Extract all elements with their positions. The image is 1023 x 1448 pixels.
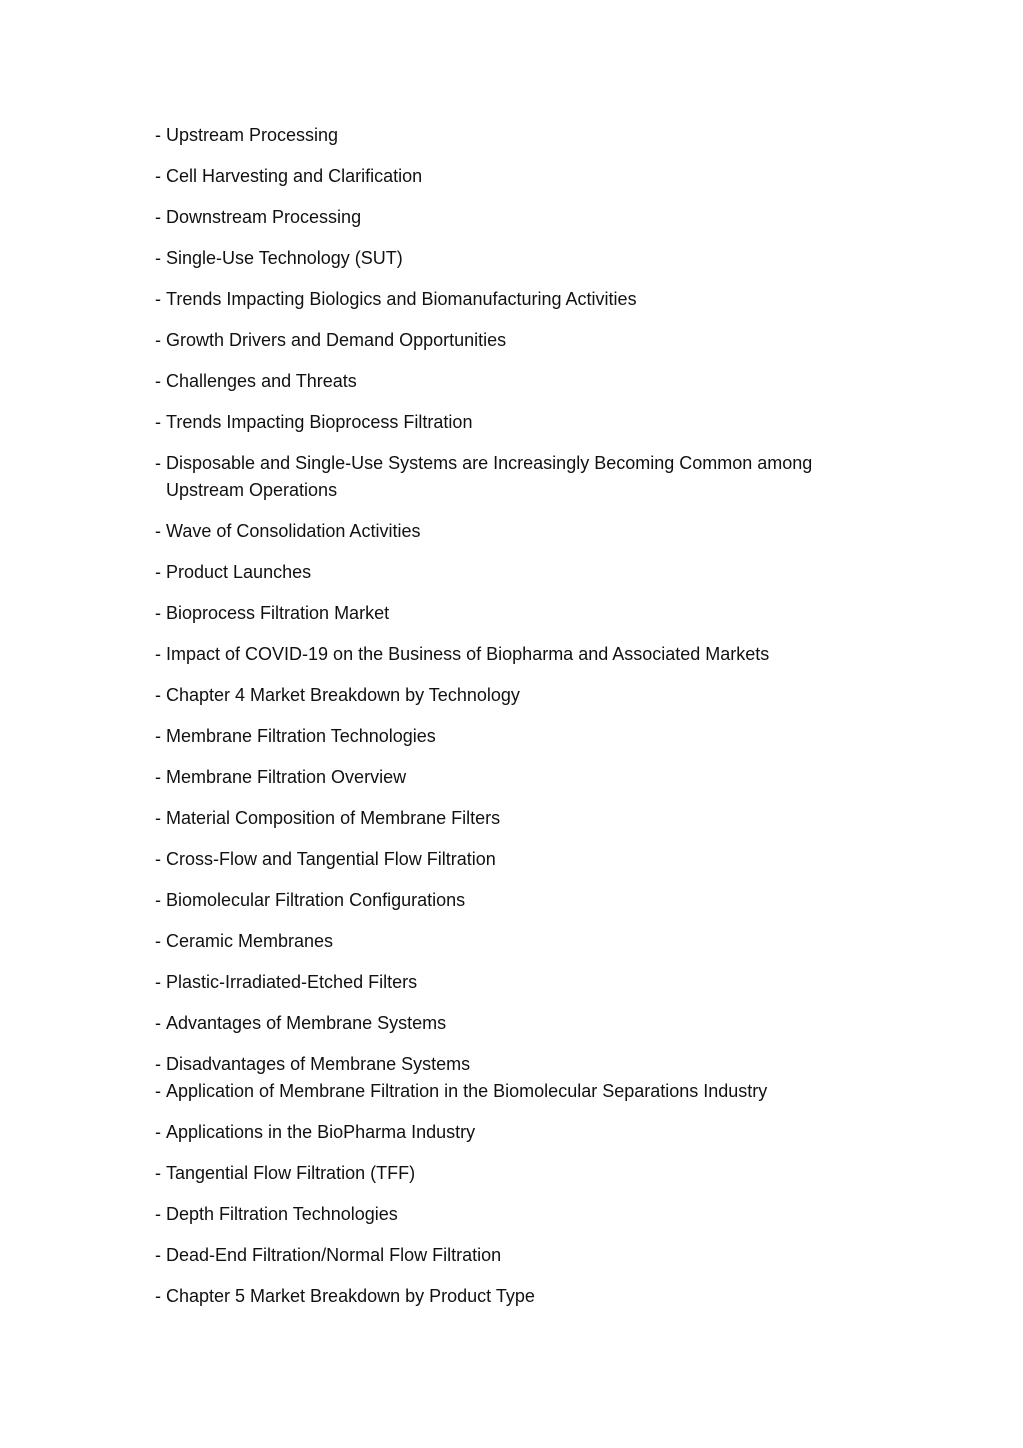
list-item xyxy=(155,163,855,190)
dash-bullet: - xyxy=(155,1204,161,1224)
list-item xyxy=(155,764,855,791)
dash-bullet: - xyxy=(155,330,161,350)
dash-bullet: - xyxy=(155,289,161,309)
item-text: Membrane Filtration Overview xyxy=(166,767,407,787)
dash-bullet: - xyxy=(155,166,161,186)
list-item xyxy=(155,928,855,955)
list-item xyxy=(155,559,855,586)
item-text: Trends Impacting Biologics and Biomanufacturing Activities xyxy=(166,289,637,309)
list-item xyxy=(155,122,855,149)
item-text: Growth Drivers and Demand Opportunities xyxy=(166,330,507,350)
dash-bullet: - xyxy=(155,371,161,391)
list-item xyxy=(155,1119,855,1146)
item-text: Trends Impacting Bioprocess Filtration xyxy=(166,412,473,432)
item-text: Chapter 4 Market Breakdown by Technology xyxy=(166,685,520,705)
dash-bullet: - xyxy=(155,972,161,992)
list-item xyxy=(155,1010,855,1037)
item-text: Advantages of Membrane Systems xyxy=(166,1013,447,1033)
dash-bullet: - xyxy=(155,726,161,746)
list-item xyxy=(155,286,855,313)
list-item xyxy=(155,1160,855,1187)
dash-bullet: - xyxy=(155,1286,161,1306)
list-item xyxy=(155,368,855,395)
dash-bullet: - xyxy=(155,412,161,432)
item-text: Impact of COVID-19 on the Business of Biopharma and Associated Markets xyxy=(166,644,770,664)
dash-bullet: - xyxy=(155,767,161,787)
list-item xyxy=(155,1051,855,1078)
dash-bullet: - xyxy=(155,1054,161,1074)
item-text: Biomolecular Filtration Configurations xyxy=(166,890,466,910)
list-item xyxy=(155,682,855,709)
dash-bullet: - xyxy=(155,248,161,268)
item-text: Disposable and Single-Use Systems are Increasingly Becoming Common among Upstream Operations xyxy=(166,453,813,500)
item-text: Product Launches xyxy=(166,562,312,582)
item-text: Dead-End Filtration/Normal Flow Filtration xyxy=(166,1245,502,1265)
list-item xyxy=(155,846,855,873)
item-text: Ceramic Membranes xyxy=(166,931,334,951)
dash-bullet: - xyxy=(155,644,161,664)
dash-bullet: - xyxy=(155,1245,161,1265)
list-item xyxy=(155,1242,855,1269)
list-item xyxy=(155,887,855,914)
item-text: Cross-Flow and Tangential Flow Filtration xyxy=(166,849,496,869)
dash-bullet: - xyxy=(155,207,161,227)
item-text: Depth Filtration Technologies xyxy=(166,1204,398,1224)
list-item xyxy=(155,805,855,832)
list-item xyxy=(155,245,855,272)
dash-bullet: - xyxy=(155,1081,161,1101)
list-item xyxy=(155,518,855,545)
item-text: Upstream Processing xyxy=(166,125,339,145)
item-text: Disadvantages of Membrane Systems xyxy=(166,1054,471,1074)
list-item xyxy=(155,969,855,996)
dash-bullet: - xyxy=(155,890,161,910)
list-item xyxy=(155,641,855,668)
item-text: Applications in the BioPharma Industry xyxy=(166,1122,476,1142)
item-text: Downstream Processing xyxy=(166,207,362,227)
dash-bullet: - xyxy=(155,931,161,951)
item-text: Chapter 5 Market Breakdown by Product Type xyxy=(166,1286,535,1306)
list-item xyxy=(155,600,855,627)
list-item xyxy=(155,204,855,231)
dash-bullet: - xyxy=(155,1163,161,1183)
item-text: Single-Use Technology (SUT) xyxy=(166,248,403,268)
item-text: Bioprocess Filtration Market xyxy=(166,603,390,623)
list-item xyxy=(155,1201,855,1228)
dash-bullet: - xyxy=(155,1013,161,1033)
item-text: Application of Membrane Filtration in the Biomolecular Separations Industry xyxy=(166,1081,768,1101)
dash-bullet: - xyxy=(155,808,161,828)
item-text: Tangential Flow Filtration (TFF) xyxy=(166,1163,416,1183)
item-text: Wave of Consolidation Activities xyxy=(166,521,421,541)
dash-bullet: - xyxy=(155,849,161,869)
item-text: Challenges and Threats xyxy=(166,371,357,391)
dash-bullet: - xyxy=(155,603,161,623)
dash-bullet: - xyxy=(155,453,161,473)
item-text: Material Composition of Membrane Filters xyxy=(166,808,501,828)
dash-bullet: - xyxy=(155,521,161,541)
list-item xyxy=(155,723,855,750)
list-item xyxy=(155,1078,855,1105)
dash-bullet: - xyxy=(155,125,161,145)
dash-bullet: - xyxy=(155,562,161,582)
dash-bullet: - xyxy=(155,685,161,705)
list-item xyxy=(155,1283,855,1310)
toc-list xyxy=(155,122,855,1324)
item-text: Plastic-Irradiated-Etched Filters xyxy=(166,972,418,992)
item-text: Cell Harvesting and Clarification xyxy=(166,166,423,186)
list-item xyxy=(155,409,855,436)
item-text: Membrane Filtration Technologies xyxy=(166,726,436,746)
dash-bullet: - xyxy=(155,1122,161,1142)
list-item xyxy=(155,450,855,504)
list-item xyxy=(155,327,855,354)
